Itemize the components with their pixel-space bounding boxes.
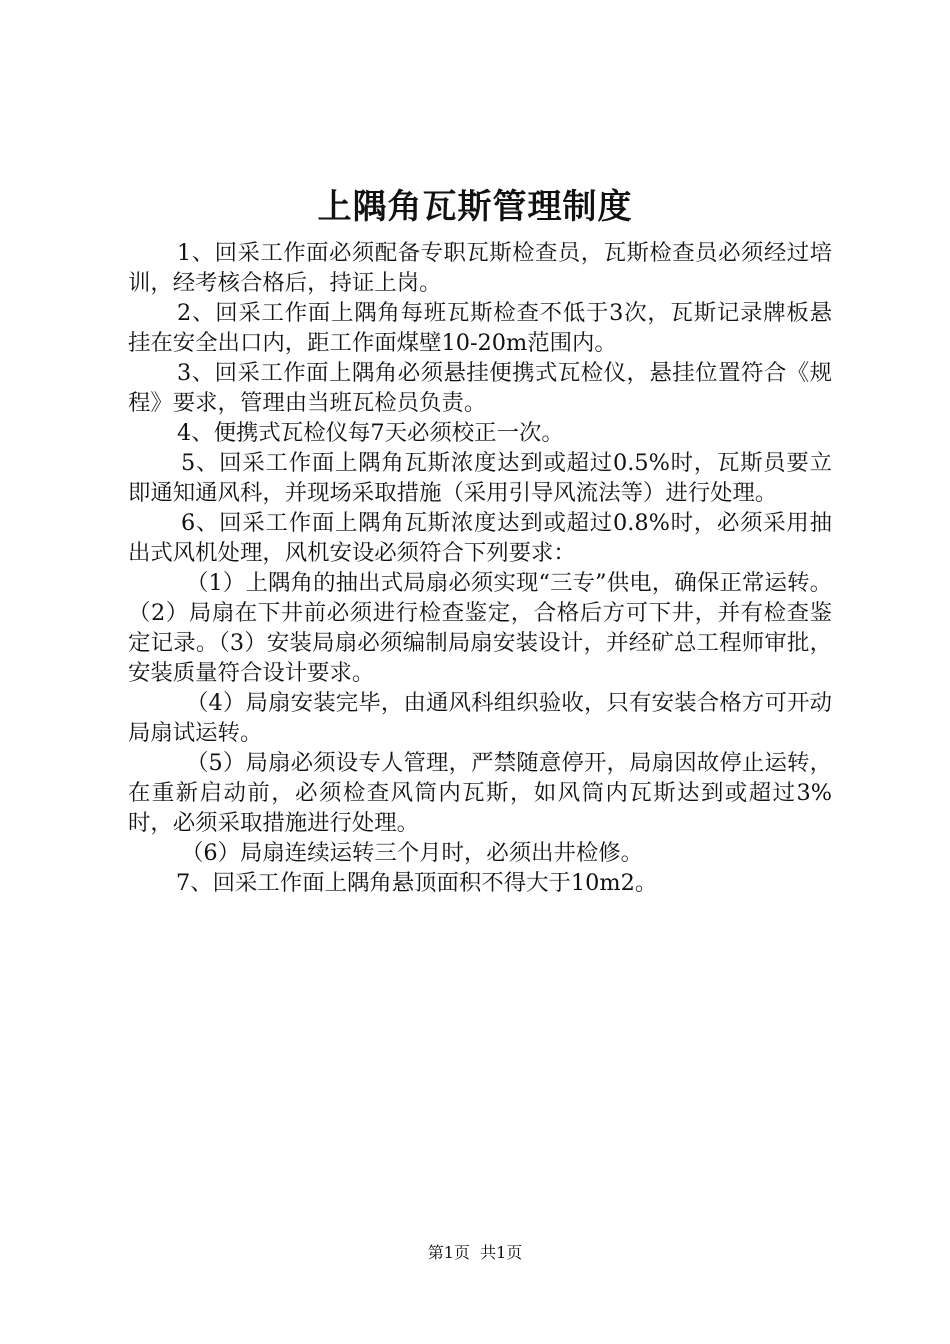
paragraph-2: 2、回采工作面上隅角每班瓦斯检查不低于3次，瓦斯记录牌板悬挂在安全出口内，距工作面煤壁10-20m范围内。 bbox=[128, 300, 832, 356]
paragraph-7: 7、回采工作面上隅角悬顶面积不得大于10m2。 bbox=[176, 870, 658, 896]
sub-item-1-3: （1）上隅角的抽出式局扇必须实现“三专”供电，确保正常运转。（2）局扇在下井前必须进行检查鉴定，合格后方可下井，并有检查鉴定记录。（3）安装局扇必须编制局扇安装设计，并经矿总工程师审批，安装质量符合设计要求。 bbox=[128, 570, 832, 686]
paragraph-3: 3、回采工作面上隅角必须悬挂便携式瓦检仪，悬挂位置符合《规程》要求，管理由当班瓦检员负责。 bbox=[128, 360, 832, 416]
page-number: 第1页 bbox=[427, 1243, 470, 1262]
footer-separator bbox=[470, 1243, 480, 1262]
document-body bbox=[128, 238, 832, 898]
sub-item-5: （5）局扇必须设专人管理，严禁随意停开，局扇因故停止运转，在重新启动前，必须检查风筒内瓦斯，如风筒内瓦斯达到或超过3%时，必须采取措施进行处理。 bbox=[128, 750, 832, 836]
document-title: 上隅角瓦斯管理制度 bbox=[317, 187, 633, 227]
page-total: 共1页 bbox=[480, 1243, 523, 1262]
paragraph-4: 4、便携式瓦检仪每7天必须校正一次。 bbox=[177, 420, 564, 446]
sub-item-4: （4）局扇安装完毕，由通风科组织验收，只有安装合格方可开动局扇试运转。 bbox=[128, 690, 832, 746]
page-footer bbox=[0, 1242, 950, 1264]
sub-item-6: （6）局扇连续运转三个月时，必须出井检修。 bbox=[181, 840, 644, 866]
paragraph-5: 5、回采工作面上隅角瓦斯浓度达到或超过0.5%时，瓦斯员要立即通知通风科，并现场采取措施（采用引导风流法等）进行处理。 bbox=[128, 450, 832, 506]
paragraph-1: 1、回采工作面必须配备专职瓦斯检查员，瓦斯检查员必须经过培训，经考核合格后，持证上岗。 bbox=[128, 240, 832, 296]
paragraph-6: 6、回采工作面上隅角瓦斯浓度达到或超过0.8%时，必须采用抽出式风机处理，风机安设必须符合下列要求： bbox=[128, 510, 832, 566]
